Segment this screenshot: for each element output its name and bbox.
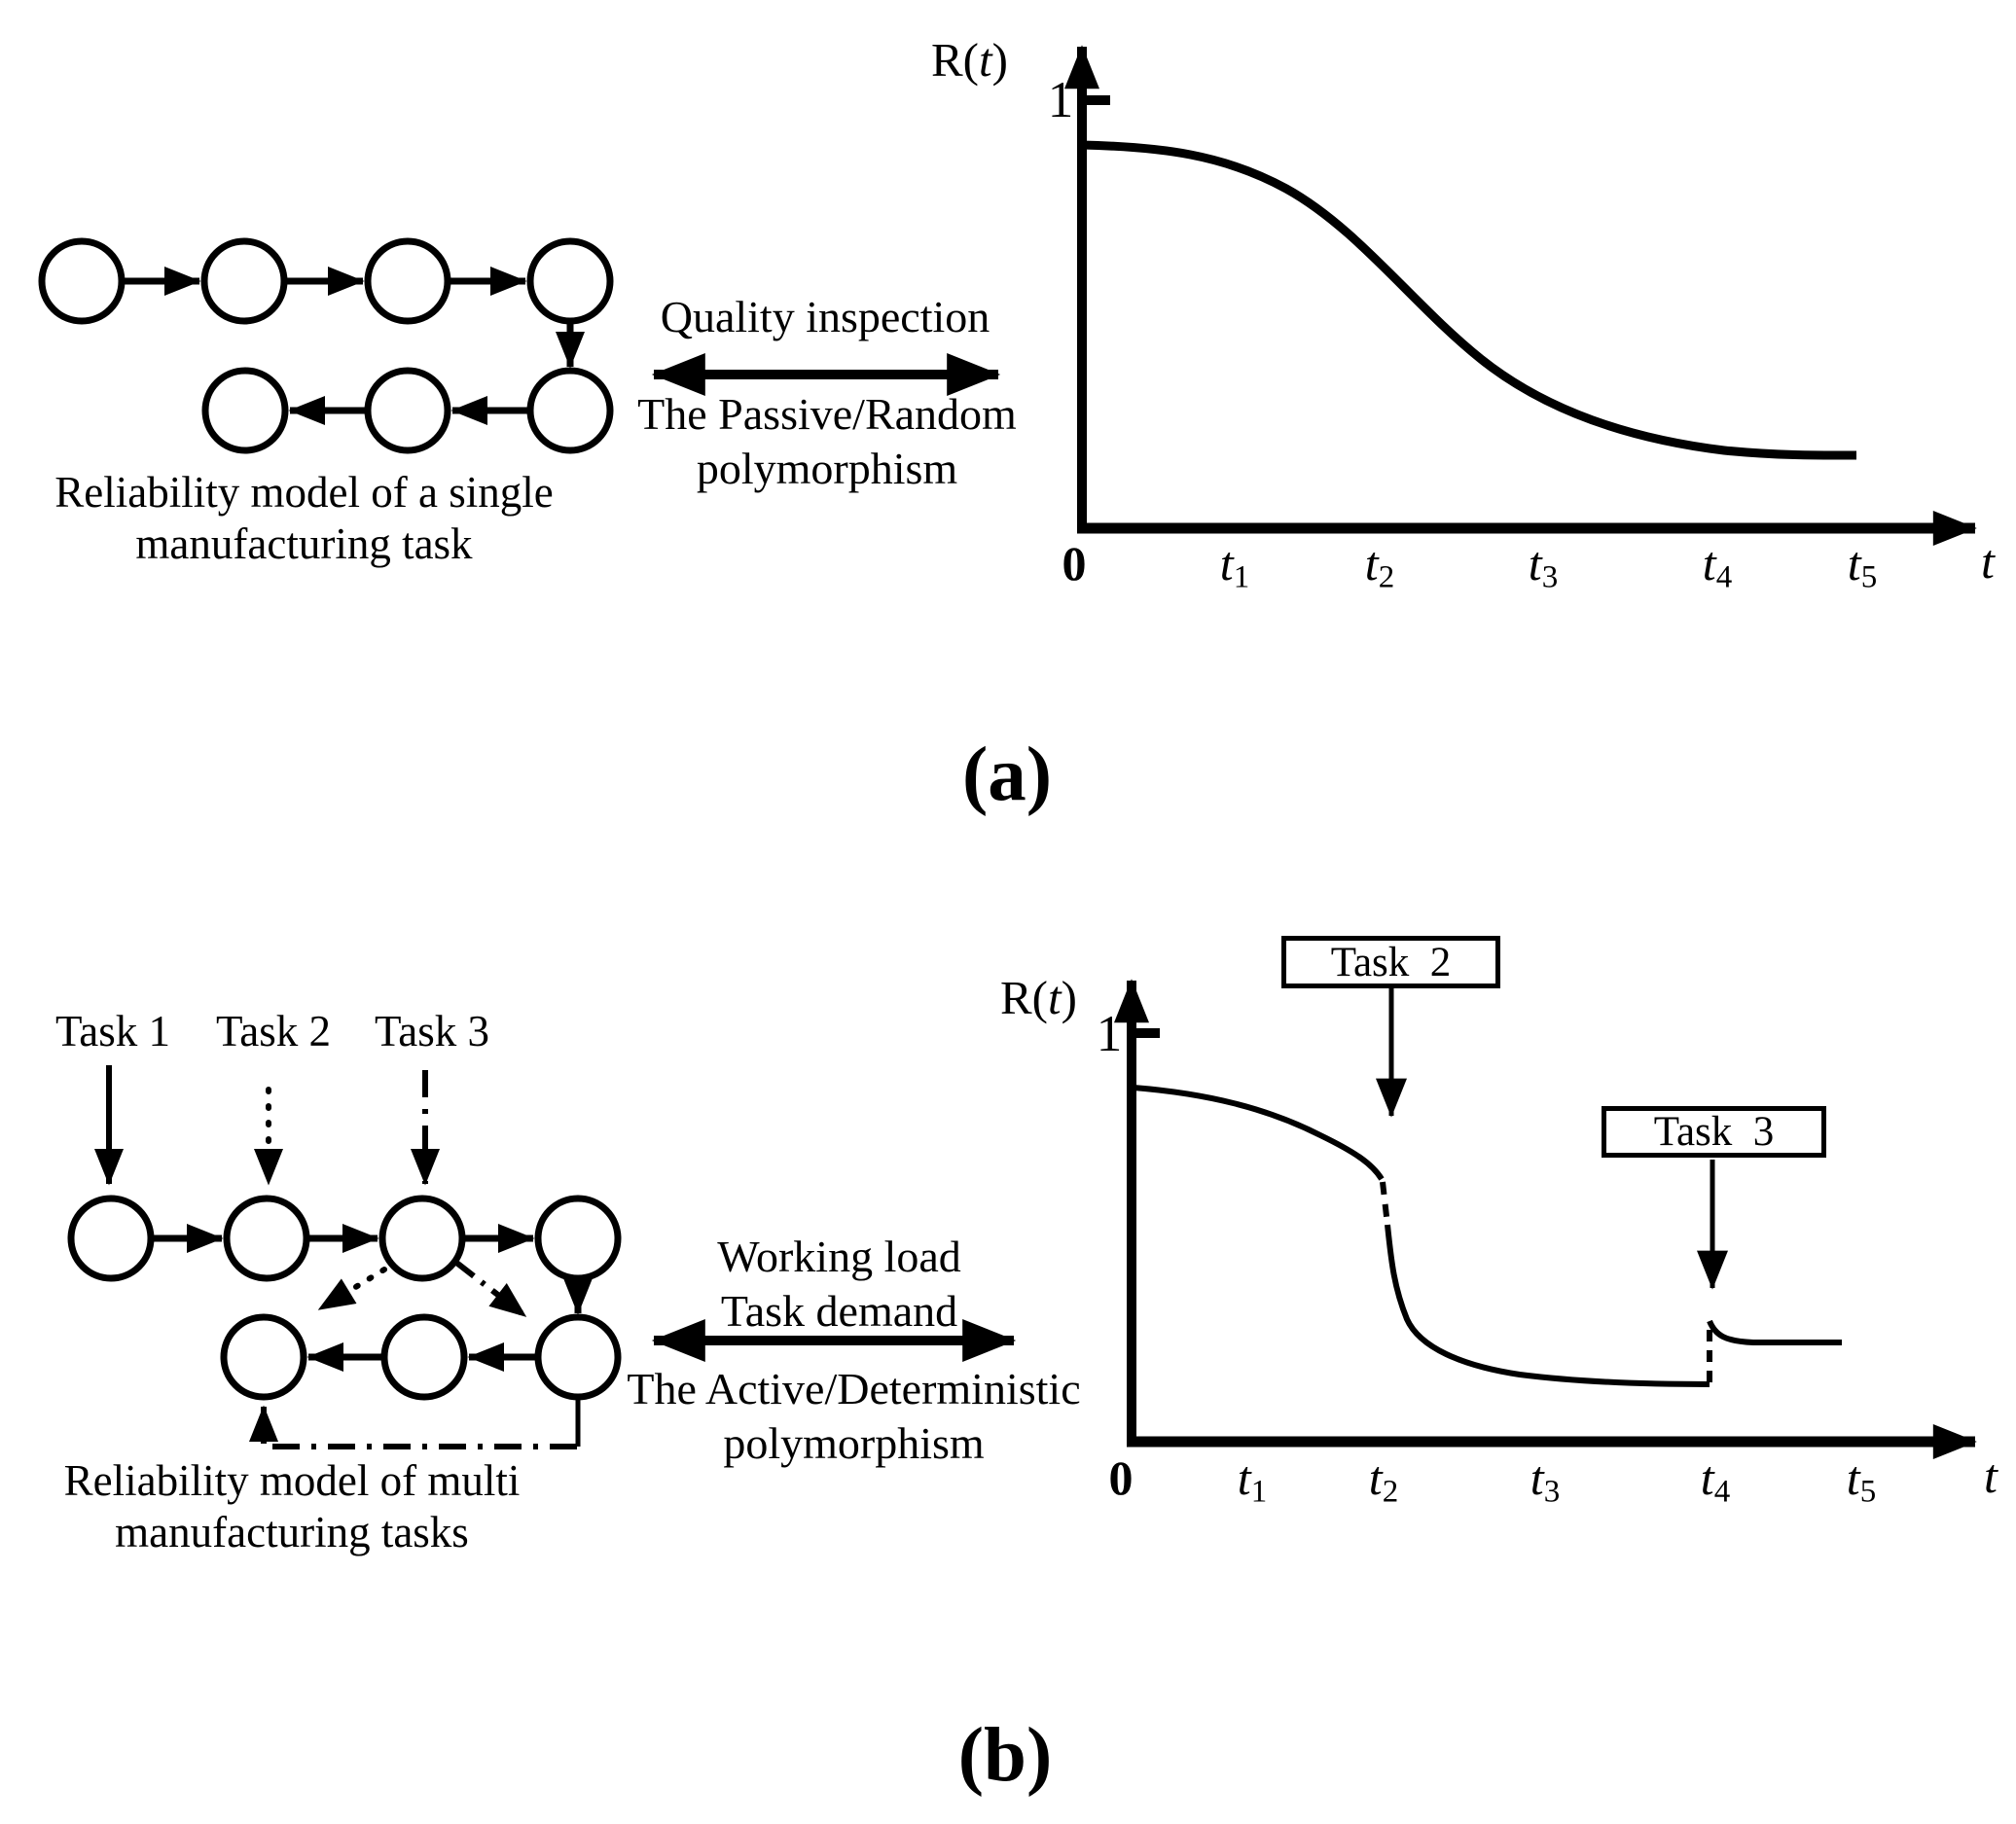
panel-a-x-tick-t3: $t_3$	[1528, 536, 1559, 595]
panel-a-diagram-caption	[34, 467, 574, 570]
reliability-curve-a	[1082, 145, 1856, 455]
y-label-prefix: R(	[931, 33, 979, 87]
diagram-caption-line2: manufacturing tasks	[115, 1508, 469, 1557]
task2-annotation-label: Task 2	[1330, 939, 1452, 985]
panel-b-chart	[1127, 981, 1975, 1447]
panel-b-node-diagram	[71, 1198, 618, 1447]
node-circle	[368, 241, 448, 321]
curve-b-dashed-drop	[1383, 1182, 1387, 1225]
node-circle	[205, 371, 285, 450]
diagram-caption-line1: Reliability model of a single	[54, 468, 554, 517]
panel-a-chart	[1077, 47, 1975, 533]
task2-label: Task 2	[215, 1007, 332, 1055]
panel-a-x-origin-label: 0	[1062, 536, 1087, 590]
panel-b-x-tick-t1: $t_1$	[1237, 1450, 1268, 1510]
task2-annotation-box	[1281, 936, 1500, 988]
panel-b-y-axis-label	[1000, 970, 1077, 1025]
node-circle	[538, 1198, 618, 1278]
reliability-curve-b-after-jump	[1710, 1321, 1842, 1342]
node-circle	[227, 1198, 306, 1278]
mapping-label-line2: polymorphism	[723, 1418, 985, 1469]
panel-b-x-axis-label: t	[1984, 1448, 1998, 1503]
y-label-prefix: R(	[1000, 971, 1048, 1024]
panel-b-caption: (b)	[957, 1713, 1053, 1798]
y-label-var: t	[979, 33, 992, 87]
panel-a-y-tick-label-1: 1	[1047, 72, 1074, 128]
panel-a-x-tick-t4: $t_4$	[1702, 536, 1733, 595]
panel-a-x-tick-t1: $t_1$	[1219, 536, 1250, 595]
node-circle	[71, 1198, 151, 1278]
reliability-curve-b-upper	[1134, 1088, 1382, 1179]
node-circle	[42, 241, 122, 321]
task1-label: Task 1	[54, 1007, 171, 1055]
panel-b-x-tick-t3: $t_3$	[1530, 1450, 1561, 1510]
reliability-curve-b-lower	[1387, 1225, 1710, 1384]
node-circle	[530, 371, 610, 450]
panel-b-x-origin-label: 0	[1108, 1450, 1134, 1505]
task3-annotation-label: Task 3	[1653, 1109, 1775, 1155]
diagram-caption-line1: Reliability model of multi	[63, 1456, 521, 1505]
panel-b-mapping-label-bottom	[623, 1362, 1085, 1471]
y-label-suffix: )	[1061, 971, 1077, 1024]
panel-a-mapping-label-top: Quality inspection	[660, 292, 990, 341]
panel-b-y-tick-label-1: 1	[1096, 1006, 1123, 1062]
y-label-var: t	[1048, 971, 1062, 1024]
panel-b-mapping-label-top	[642, 1230, 1036, 1339]
node-circle	[368, 371, 448, 450]
node-circle	[384, 1317, 464, 1397]
y-label-suffix: )	[991, 33, 1008, 87]
panel-a-caption: (a)	[961, 733, 1053, 817]
panel-a-mapping-label-bottom	[618, 387, 1036, 496]
panel-a-x-tick-t2: $t_2$	[1364, 536, 1395, 595]
node-circle	[538, 1317, 618, 1397]
cross-link-dotted-arrow	[319, 1270, 384, 1309]
mapping-label-line1: The Active/Deterministic	[627, 1364, 1081, 1413]
panel-a-x-tick-t5: $t_5$	[1847, 536, 1878, 595]
task3-annotation-box	[1602, 1106, 1826, 1158]
diagram-caption-line2: manufacturing task	[135, 519, 473, 569]
panel-b-x-tick-t4: $t_4$	[1700, 1450, 1731, 1510]
panel-a-node-diagram	[42, 241, 610, 450]
node-circle	[204, 241, 284, 321]
panel-a-x-axis-label: t	[1981, 534, 1995, 589]
panel-b-x-tick-t5: $t_5$	[1846, 1450, 1877, 1510]
mapping-label-line1: Working load	[717, 1232, 961, 1281]
node-circle	[530, 241, 610, 321]
panel-b-x-tick-t2: $t_2$	[1368, 1450, 1399, 1510]
node-circle	[224, 1317, 304, 1397]
mapping-label-line1: The Passive/Random	[637, 389, 1017, 439]
task3-label: Task 3	[374, 1007, 490, 1055]
panel-b-task-arrows	[109, 1065, 425, 1184]
mapping-label-line2: polymorphism	[696, 444, 958, 494]
panel-a-y-axis-label	[931, 32, 1008, 88]
mapping-label-line2: Task demand	[720, 1286, 958, 1337]
panel-b-diagram-caption	[54, 1455, 530, 1558]
node-circle	[382, 1198, 462, 1278]
cross-link-dashdot-arrow	[455, 1262, 525, 1316]
